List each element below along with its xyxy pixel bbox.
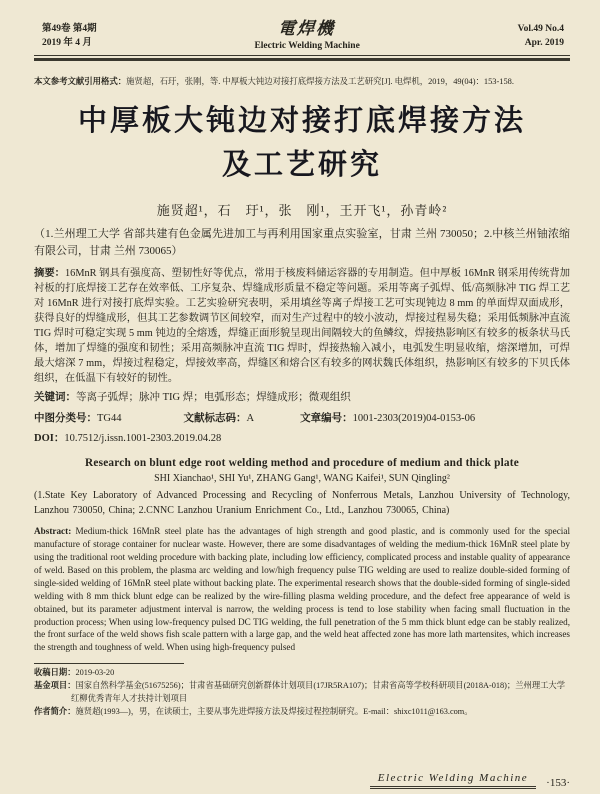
abstract-text-cn: 16MnR 钢具有强度高、塑韧性好等优点，常用于核废料储运容器的专用制造。但中厚板 16MnR 钢采用传统背加衬板的打底焊接工艺存在效率低、工序复杂、焊缝成形质量不稳定等问题。采用等离子弧焊、低/高频脉冲 TIG 焊工艺对 16MnR 进行对接打底焊实验。工艺实验研究表明，采用填丝等离子焊接工艺可实现钝边 8 mm 的单面焊双面成形，获得良好的焊缝成形，但其工艺参数调节区间较窄，而对生产过程中的较小波动，焊接过程易失稳；采用低频脉冲直流 TIG 焊时可稳定实现 5 mm 钝边的全熔透，焊缝正面形貌呈现出间隔较大的鱼鳞纹，焊接热影响区有较多的板条状马氏体，增加了焊缝的强度和韧性；采用高频脉冲直流 TIG 焊时，焊接热输入减小，电弧发生明显收缩，熔深增加，可焊最大熔深 7 mm，焊接过程稳定，焊接效率高，焊缝区和熔合区有较多的网状魏氏体组织，热影响区有较多的下贝氏体组织，在低温下有较好的韧性。 [34, 268, 571, 385]
clc-value: TG44 [97, 413, 122, 425]
date-en: Apr. 2019 [524, 38, 564, 49]
footnote-bio [34, 706, 570, 719]
journal-name-en: Electric Welding Machine [254, 41, 360, 51]
article-title [34, 100, 570, 187]
article-title-line1: 中厚板大钝边对接打底焊接方法 [77, 105, 526, 138]
affiliations-en: (1.State Key Laboratory of Advanced Processing and Recycling of Nonferrous Metals, Lanzhou University of Technology, Lanzhou 730050, China; 2.CNNC Lanzhou Uranium Enrichment Co., Ltd., Lanzhou 730065, China) [34, 490, 570, 517]
bio-text: 施贤超(1993—)，男，在读硕士，主要从事先进焊接方法及焊接过程控制研究。E-mail：shixc1011@163.com。 [75, 706, 473, 716]
received-value: 2019-03-20 [75, 668, 115, 678]
header-rule-thin [34, 55, 570, 56]
header-vol-en [518, 22, 564, 51]
abstract-label-cn: 摘要： [34, 268, 66, 280]
page-number: ·153· [546, 777, 570, 789]
header-volume-issue [42, 22, 97, 51]
citation-text: 施贤超，石玗，张刚，等. 中厚板大钝边对接打底焊接方法及工艺研究[J]. 电焊机，2019，49(04)：153-158. [126, 77, 514, 86]
authors-en: SHI Xianchao¹, SHI Yu¹, ZHANG Gang¹, WANG Kaifei¹, SUN Qingling² [154, 473, 450, 485]
funding-label: 基金项目： [34, 681, 76, 691]
volume-issue-cn: 第49卷 第4期 [42, 23, 97, 34]
citation-label: 本文参考文献引用格式： [34, 77, 127, 86]
journal-logo: 電焊機 [277, 19, 337, 38]
journal-header [34, 12, 570, 54]
article-title-line2: 及工艺研究 [221, 148, 382, 181]
doi-value: 10.7512/j.issn.1001-2303.2019.04.28 [64, 433, 222, 445]
abstract-en [34, 525, 570, 654]
title-en: Research on blunt edge root welding method and procedure of medium and thick plate [85, 457, 519, 470]
footnotes [34, 667, 570, 718]
abstract-text-en: Medium-thick 16MnR steel plate has the advantages of high strength and good plastic, and is commonly used for the special manufacture of storage container for nuclear waste. However, there are some disadvantages of welding the medium-thick 16MnR steel plate by using the traditional root welding procedure with backing plate, including low efficiency, complicated process and instable quality of appearance of weld. Based on this problem, the plasma arc welding and low/high frequency pulse TIG welding are used to realize double-sided forming of single-sided welding of 16MnR steel plate without backing plate. The experimental research shows that the double-sided forming of single-sided welding with 8 mm thick blunt edge can be realized by the wire-filling plasma welding procedure, and the defect free appearance of weld is obtained, but its parameter adjustment interval is narrow, the welding process is tend to lose stability when facing small fluctuation in the production process; When using low-frequency pulsed DC TIG welding, the full penetration of the 5 mm thick blunt edge can be stably realized, the front surface of the weld shows fish scale pattern with a large gap, and the weld heat affected zone has more lath martensites, which increases the strength and toughness of weld. When using high-frequency pulsed [34, 526, 570, 653]
footer-journal-script: Electric Welding Machine [370, 772, 536, 789]
keywords-text-cn: 等离子弧焊；脉冲 TIG 焊；电弧形态；焊缝成形；微观组织 [76, 392, 351, 404]
footnote-received [34, 667, 570, 680]
citation-line [34, 76, 570, 88]
keywords-cn [34, 389, 570, 404]
keywords-label-cn: 关键词： [34, 392, 76, 404]
article-id-label: 文章编号： [300, 413, 353, 425]
date-cn: 2019 年 4 月 [42, 38, 92, 49]
affiliations-cn: （1.兰州理工大学 省部共建有色金属先进加工与再利用国家重点实验室，甘肃 兰州 730050；2.中核兰州铀浓缩有限公司，甘肃 兰州 730065） [34, 228, 570, 257]
authors-cn: 施贤超¹，石 玗¹，张 刚¹，王开飞¹，孙青岭² [156, 203, 448, 219]
doc-code-item [184, 410, 255, 425]
doc-code-value: A [246, 413, 255, 425]
clc-label: 中图分类号： [34, 413, 97, 425]
funding-text: 国家自然科学基金(51675256)；甘肃省基础研究创新群体计划项目(17JR5RA107)；甘肃省高等学校科研项目(2018A-018)；兰州理工大学红柳优秀青年人才扶持计划项目 [71, 681, 566, 703]
abstract-cn [34, 266, 570, 386]
journal-masthead [254, 14, 359, 51]
footnote-funding [34, 680, 570, 706]
received-label: 收稿日期： [34, 668, 76, 678]
article-id-item [300, 410, 475, 425]
bio-label: 作者简介： [34, 706, 76, 716]
article-id-value: 1001-2303(2019)04-0153-06 [352, 413, 476, 425]
clc-item [34, 410, 122, 425]
doi-line [34, 430, 570, 445]
header-rule-thick [34, 58, 570, 61]
doc-code-label: 文献标志码： [183, 413, 247, 425]
footnote-rule [34, 663, 184, 664]
abstract-label-en: Abstract: [34, 526, 72, 537]
vol-no-en: Vol.49 No.4 [517, 23, 564, 34]
page-footer [370, 772, 570, 789]
classification-row [34, 410, 570, 425]
doi-label: DOI： [34, 433, 65, 445]
